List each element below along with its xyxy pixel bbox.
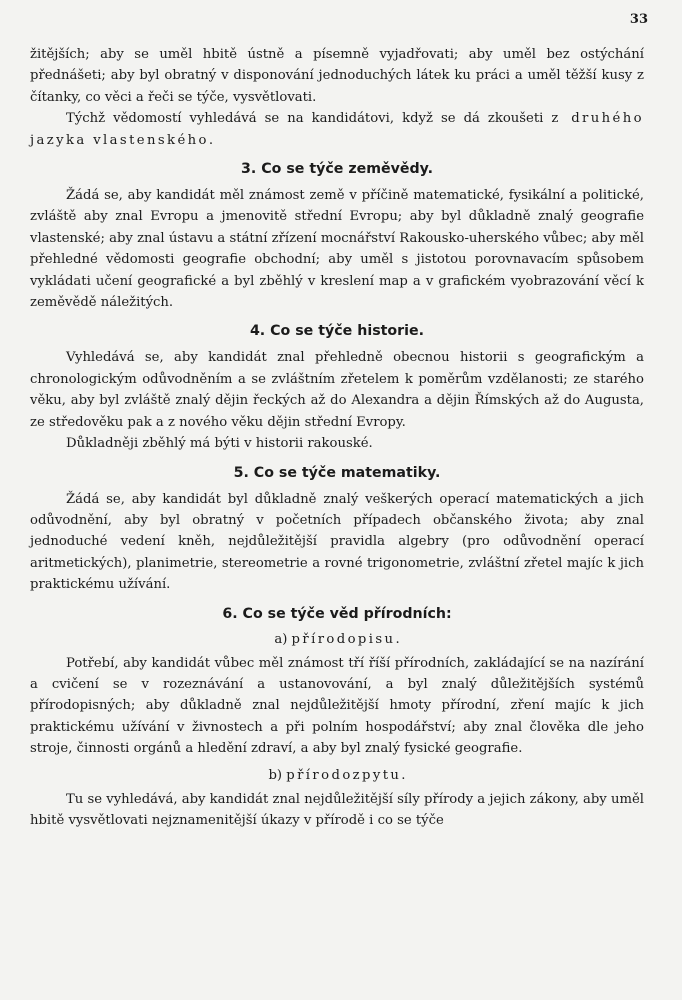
text-body bbox=[30, 44, 644, 831]
subsection-prefix: a) bbox=[274, 631, 292, 647]
section-heading: 3. Co se týče zeměvědy. bbox=[241, 161, 433, 178]
paragraph-text: Týchž vědomostí vyhledává se na kandidátovi, když se dá zkoušeti bbox=[66, 111, 552, 127]
paragraph bbox=[30, 108, 644, 151]
section-heading: 4. Co se týče historie. bbox=[249, 323, 425, 340]
section-heading: 6. Co se týče věd přírodních: bbox=[222, 605, 452, 622]
subsection-title: přírodozpytu bbox=[286, 767, 402, 783]
subsection-heading bbox=[30, 766, 644, 786]
paragraph-text: . bbox=[208, 132, 214, 148]
subsection-suffix: . bbox=[395, 631, 400, 647]
subsection-title: přírodopisu bbox=[291, 631, 396, 647]
subsection-suffix: . bbox=[401, 767, 406, 783]
emphasized-text: z druhého jazyka vlastenského bbox=[30, 111, 644, 148]
subsection-heading bbox=[30, 630, 644, 650]
page-number: 33 bbox=[629, 12, 648, 27]
paragraph: Žádá se, aby kandidát byl důkladně znalý veškerých operací matematických a jich odůvodnění, aby byl obratný v početních případech občanského života; aby znal jednoduché vedení kněh, nejdůležitější pravidla algebry (pro odůvodnění operací aritmetických), planimetrie, stereometrie a rovné trigonometrie, zvláštní zřetel majíc k jich praktickému užívání. bbox=[30, 491, 644, 593]
paragraph: Potřebí, aby kandidát vůbec měl známost tří říší přírodních, zakládající se na nazírání a cvičení se v rozeznávání a ustanovování, a byl znalý důležitějších systémů přírodopisných; aby důkladně znal nejdůležitější hmoty přírodní, zření majíc k jich praktickému užívání v živnostech a při polním hospodářství; aby znal člověka dle jeho stroje, činnosti orgánů a hledění zdraví, a aby byl znalý fysické geografie. bbox=[30, 655, 644, 757]
paragraph: Žádá se, aby kandidát měl známost země v příčině matematické, fysikální a politické, zvláště aby znal Evropu a jmenovitě střední Evropu; aby byl důkladně znalý geografie vlastenské; aby znal ústavu a státní zřízení mocnářství Rakousko-uherského vůbec; aby měl přehledné vědomosti geografie obchodní; aby uměl s jistotou porovnavacím spůsobem vykládati učení geografické a byl zběhlý v kreslení map a v grafickém vyobrazování věcí k zeměvědě náležitých. bbox=[30, 188, 644, 311]
paragraph: žitějších; aby se uměl hbitě ústně a písemně vyjadřovati; aby uměl bez ostýchání přednášeti; aby byl obratný v disponování jednoduchých látek ku práci a uměl těžší kusy z čítanky, co věci a řeči se týče, vysvětlovati. bbox=[30, 47, 644, 105]
paragraph: Důkladněji zběhlý má býti v historii rakouské. bbox=[66, 436, 373, 452]
paragraph: Vyhledává se, aby kandidát znal přehledně obecnou historii s geografickým a chronologickým odůvodněním a se zvláštním zřetelem k poměrům vzdělanosti; ze starého věku, aby byl zvláště znalý dějin řeckých až do Alexandra a dějin Římských až do Augusta, ze středověku pak a z nového věku dějin střední Evropy. bbox=[30, 350, 644, 430]
paragraph: Tu se vyhledává, aby kandidát znal nejdůležitější síly přírody a jejich zákony, aby uměl hbitě vysvětlovati nejznamenitější úkazy v přírodě i co se týče bbox=[30, 791, 644, 828]
subsection-prefix: b) bbox=[268, 767, 287, 783]
section-heading: 5. Co se týče matematiky. bbox=[233, 464, 441, 481]
